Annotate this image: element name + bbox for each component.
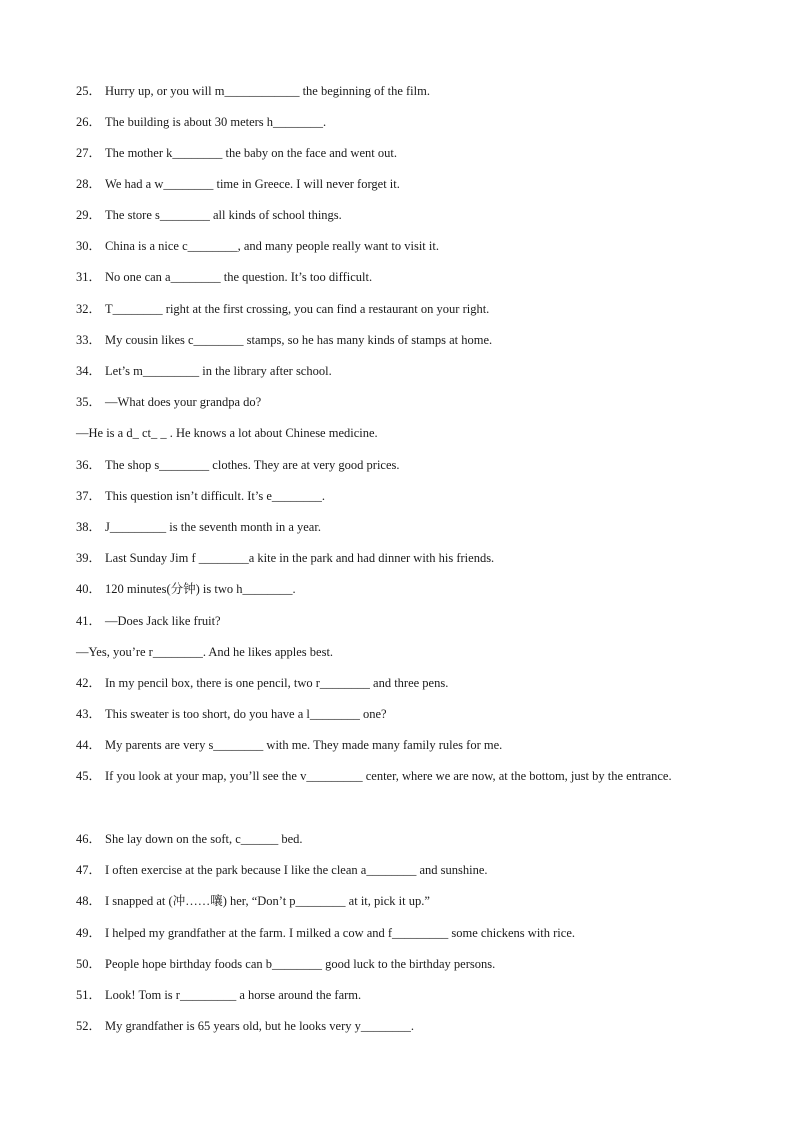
question-text: I helped my grandfather at the farm. I milked a cow and f_________ some chickens with rice. bbox=[105, 926, 575, 940]
question-41-answer-line bbox=[76, 644, 734, 660]
question-number: 42． bbox=[76, 676, 102, 690]
question-30 bbox=[76, 238, 734, 254]
question-text: T________ right at the first crossing, you can find a restaurant on your right. bbox=[105, 302, 490, 316]
question-number: 40． bbox=[76, 582, 102, 596]
question-28 bbox=[76, 176, 734, 192]
question-text: This sweater is too short, do you have a l________ one? bbox=[105, 707, 387, 721]
question-number: 32． bbox=[76, 302, 102, 316]
question-37 bbox=[76, 488, 734, 504]
question-text: My grandfather is 65 years old, but he looks very y________. bbox=[105, 1019, 414, 1033]
question-43 bbox=[76, 706, 734, 722]
question-text: J_________ is the seventh month in a year. bbox=[105, 520, 321, 534]
question-text: My parents are very s________ with me. They made many family rules for me. bbox=[105, 738, 503, 752]
question-33 bbox=[76, 332, 734, 348]
question-number: 51． bbox=[76, 988, 102, 1002]
question-number: 50． bbox=[76, 957, 102, 971]
question-number: 38． bbox=[76, 520, 102, 534]
question-number: 33． bbox=[76, 333, 102, 347]
question-25 bbox=[76, 83, 734, 99]
question-number: 41． bbox=[76, 614, 102, 628]
question-text: No one can a________ the question. It’s too difficult. bbox=[105, 270, 373, 284]
question-number: 31． bbox=[76, 270, 102, 284]
question-number: 48． bbox=[76, 894, 102, 908]
question-text: In my pencil box, there is one pencil, two r________ and three pens. bbox=[105, 676, 449, 690]
question-text: —Does Jack like fruit? bbox=[105, 614, 221, 628]
question-number: 39． bbox=[76, 551, 102, 565]
question-35-answer-line bbox=[76, 425, 734, 441]
question-number: 30． bbox=[76, 239, 102, 253]
question-49 bbox=[76, 925, 734, 941]
question-number: 34． bbox=[76, 364, 102, 378]
question-text: Look! Tom is r_________ a horse around the farm. bbox=[105, 988, 362, 1002]
question-text: —Yes, you’re r________. And he likes apples best. bbox=[76, 645, 334, 659]
question-32 bbox=[76, 301, 734, 317]
question-31 bbox=[76, 269, 734, 285]
question-number: 45． bbox=[76, 769, 102, 783]
question-text: China is a nice c________, and many people really want to visit it. bbox=[105, 239, 439, 253]
question-text: If you look at your map, you’ll see the v_________ center, where we are now, at the bottom, just by the entrance. bbox=[105, 769, 672, 783]
question-number: 36． bbox=[76, 458, 102, 472]
question-number: 46． bbox=[76, 832, 102, 846]
question-48 bbox=[76, 893, 734, 909]
question-text: 120 minutes(分钟) is two h________. bbox=[105, 582, 296, 596]
question-35 bbox=[76, 394, 734, 410]
question-text: The shop s________ clothes. They are at very good prices. bbox=[105, 458, 400, 472]
question-text: She lay down on the soft, c______ bed. bbox=[105, 832, 303, 846]
question-52 bbox=[76, 1018, 734, 1034]
question-text: Let’s m_________ in the library after school. bbox=[105, 364, 332, 378]
question-number: 29． bbox=[76, 208, 102, 222]
question-text: This question isn’t difficult. It’s e________. bbox=[105, 489, 326, 503]
question-27 bbox=[76, 145, 734, 161]
question-number: 26． bbox=[76, 115, 102, 129]
question-text: The building is about 30 meters h________. bbox=[105, 115, 327, 129]
question-text: The mother k________ the baby on the face and went out. bbox=[105, 146, 397, 160]
question-26 bbox=[76, 114, 734, 130]
question-42 bbox=[76, 675, 734, 691]
question-text: My cousin likes c________ stamps, so he has many kinds of stamps at home. bbox=[105, 333, 493, 347]
question-text: —What does your grandpa do? bbox=[105, 395, 262, 409]
question-38 bbox=[76, 519, 734, 535]
question-number: 47． bbox=[76, 863, 102, 877]
question-text: I snapped at (冲……嚷) her, “Don’t p________ at it, pick it up.” bbox=[105, 894, 430, 908]
question-text: Last Sunday Jim f ________a kite in the park and had dinner with his friends. bbox=[105, 551, 495, 565]
question-50 bbox=[76, 956, 734, 972]
question-text: —He is a d_ ct_ _ . He knows a lot about Chinese medicine. bbox=[76, 426, 378, 440]
question-text: People hope birthday foods can b________ good luck to the birthday persons. bbox=[105, 957, 496, 971]
question-29 bbox=[76, 207, 734, 223]
question-40 bbox=[76, 581, 734, 597]
question-36 bbox=[76, 457, 734, 473]
question-number: 49． bbox=[76, 926, 102, 940]
question-number: 44． bbox=[76, 738, 102, 752]
question-number: 43． bbox=[76, 707, 102, 721]
question-number: 25． bbox=[76, 84, 102, 98]
question-text: Hurry up, or you will m____________ the beginning of the film. bbox=[105, 84, 430, 98]
question-text: The store s________ all kinds of school things. bbox=[105, 208, 342, 222]
question-39 bbox=[76, 550, 734, 566]
question-number: 27． bbox=[76, 146, 102, 160]
question-46 bbox=[76, 831, 734, 847]
question-number: 37． bbox=[76, 489, 102, 503]
question-number: 28． bbox=[76, 177, 102, 191]
question-47 bbox=[76, 862, 734, 878]
question-51 bbox=[76, 987, 734, 1003]
question-44 bbox=[76, 737, 734, 753]
question-number: 52． bbox=[76, 1019, 102, 1033]
question-41 bbox=[76, 613, 734, 629]
question-45 bbox=[76, 761, 734, 792]
question-text: We had a w________ time in Greece. I will never forget it. bbox=[105, 177, 400, 191]
question-number: 35． bbox=[76, 395, 102, 409]
question-34 bbox=[76, 363, 734, 379]
question-text: I often exercise at the park because I like the clean a________ and sunshine. bbox=[105, 863, 488, 877]
